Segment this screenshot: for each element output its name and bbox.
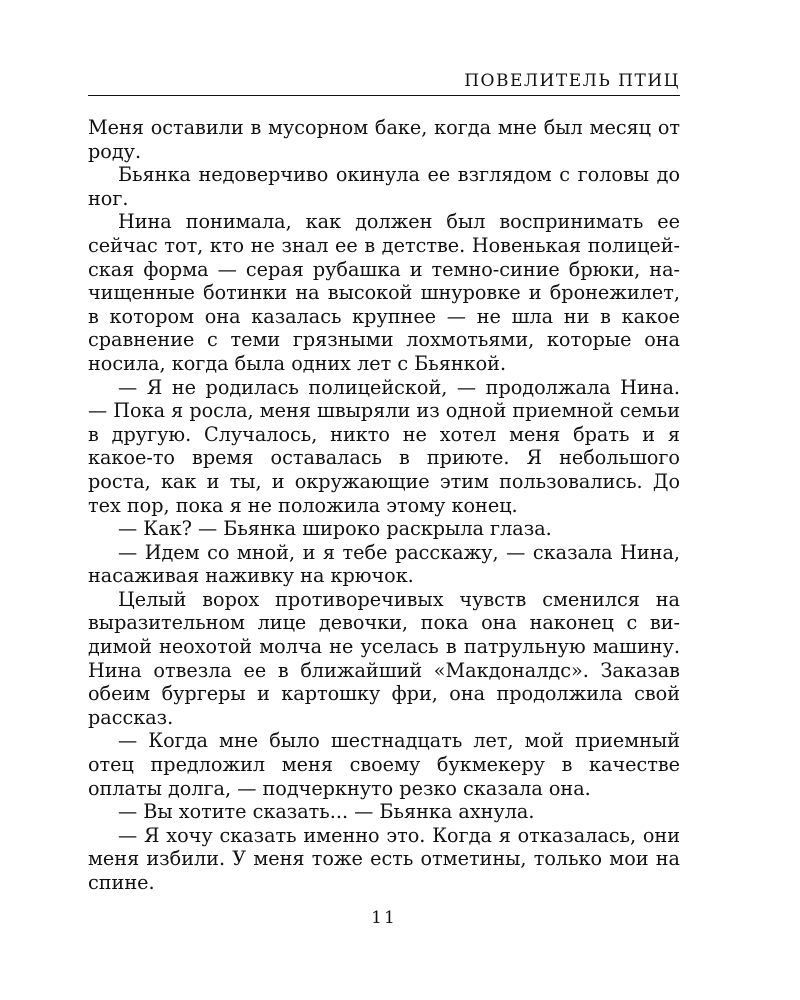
paragraph: Меня оставили в мусорном баке, когда мне был месяц от роду.	[88, 116, 680, 163]
running-head: ПОВЕЛИТЕЛЬ ПТИЦ	[88, 70, 680, 96]
paragraph: — Когда мне было шестнадцать лет, мой приемный отец предложил меня своему букмекеру в качестве оплаты долга, — подчеркнуто резко сказала она.	[88, 729, 680, 800]
book-page	[88, 70, 680, 950]
paragraph: Бьянка недоверчиво окинула ее взглядом с головы до ног.	[88, 163, 680, 210]
paragraph: — Идем со мной, и я тебе расскажу, — сказала Нина, насаживая наживку на крючок.	[88, 540, 680, 588]
page-number: 11	[371, 908, 397, 928]
paragraph: — Как? — Бьянка широко раскрыла глаза.	[118, 517, 552, 541]
paragraph: — Я не родилась полицейской, — продолжала Нина. — Пока я росла, меня швыряли из одной приемной семьи в другую. Случалось, никто не хотел меня брать и я какое-то время оставалась в приюте. Я небольшого роста, как и ты, и окружающие этим пользовались. До тех пор, пока я не положила этому конец.	[88, 375, 680, 517]
paragraph: — Вы хотите сказать... — Бьянка ахнула.	[118, 800, 535, 824]
body-text	[88, 116, 680, 895]
paragraph: Нина понимала, как должен был воспринимать ее сейчас тот, кто не знал ее в детстве. Новенькая полицейская форма — серая рубашка и темно-синие брюки, начищенные ботинки на высокой шнуровке и бронежилет, в котором она казалась крупнее — не шла ни в какое сравнение с теми грязными лохмотьями, которые она носила, когда была одних лет с Бьянкой.	[88, 210, 680, 375]
paragraph: Целый ворох противоречивых чувств сменился на выразительном лице девочки, пока она наконец с видимой неохотой молча не уселась в патрульную машину. Нина отвезла ее в ближайший «Макдоналдс». Заказав обеим бургеры и картошку фри, она продолжила свой рассказ.	[88, 587, 680, 729]
paragraph: — Я хочу сказать именно это. Когда я отказалась, они меня избили. У меня тоже есть отметины, только мои на спине.	[88, 823, 680, 894]
